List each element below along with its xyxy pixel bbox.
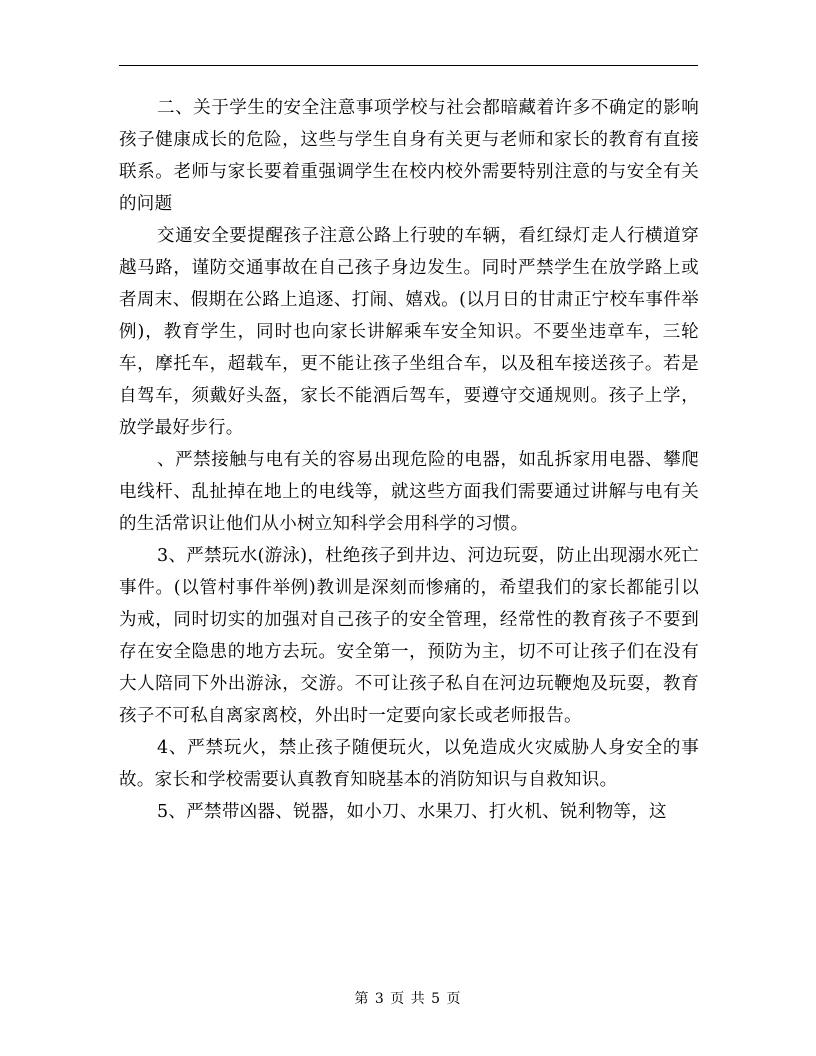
paragraph-traffic-safety: 交通安全要提醒孩子注意公路上行驶的车辆，看红绿灯走人行横道穿越马路，谨防交通事故在自己孩子身边发生。同时严禁学生在放学路上或者周末、假期在公路上追逐、打闹、嬉戏。(以月日的甘肃正宁校车事件举例)，教育学生，同时也向家长讲解乘车安全知识。不要坐违章车，三轮车，摩托车，超载车，更不能让孩子坐组合车，以及租车接送孩子。若是自驾车，须戴好头盔，家长不能酒后驾车，要遵守交通规则。孩子上学，放学最好步行。	[119, 226, 699, 438]
paragraph-electric-safety: 、严禁接触与电有关的容易出现危险的电器，如乱拆家用电器、攀爬电线杆、乱扯掉在地上的电线等，就这些方面我们需要通过讲解与电有关的生活常识让他们从小树立知科学会用科学的习惯。	[119, 450, 699, 534]
page-number-footer: 第 3 页 共 5 页	[354, 991, 462, 1007]
document-body	[119, 92, 699, 828]
paragraph-water-safety: 3、严禁玩水(游泳)，杜绝孩子到井边、河边玩耍，防止出现溺水死亡事件。(以管村事件举例)教训是深刻而惨痛的，希望我们的家长都能引以为戒，同时切实的加强对自己孩子的安全管理，经常性的教育孩子不要到存在安全隐患的地方去玩。安全第一，预防为主，切不可让孩子们在没有大人陪同下外出游泳，交游。不可让孩子私自在河边玩鞭炮及玩耍，教育孩子不可私自离家离校，外出时一定要向家长或老师报告。	[119, 546, 699, 726]
paragraph-safety-intro: 二、关于学生的安全注意事项学校与社会都暗藏着许多不确定的影响孩子健康成长的危险，这些与学生自身有关更与老师和家长的教育有直接联系。老师与家长要着重强调学生在校内校外需要特别注意的与安全有关的问题	[119, 98, 699, 214]
paragraph-fire-safety: 4、严禁玩火，禁止孩子随便玩火，以免造成火灾威胁人身安全的事故。家长和学校需要认真教育知晓基本的消防知识与自救知识。	[119, 738, 699, 790]
paragraph-weapons-safety: 5、严禁带凶器、锐器，如小刀、水果刀、打火机、锐利物等，这	[157, 802, 667, 822]
header-rule	[119, 65, 698, 66]
